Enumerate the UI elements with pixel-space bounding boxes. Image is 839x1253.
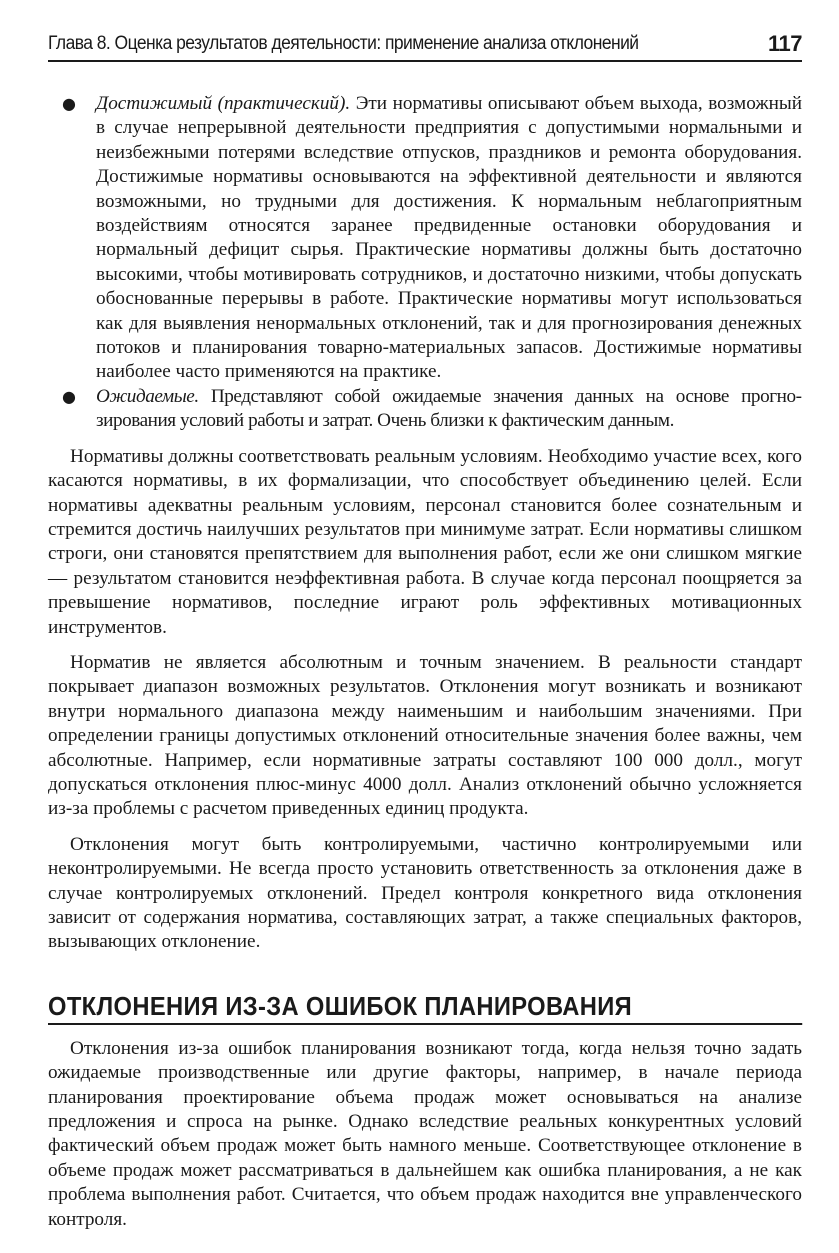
- bullet-item-expected: [48, 385, 802, 434]
- paragraph-controllable-variances: Отклонения могут быть контролируемыми, частично контролируемыми или неконтролируемыми. Не всегда просто установить ответственность за отклонения даже в случае контролируемых отклонений. Предел контроля конкретного вида отклонения зависит от содержания норматива, составляющих затрат, а также специальных факторов, вызывающих отклонение.: [48, 833, 802, 953]
- bullet-term: Достижимый (практический).: [96, 93, 351, 114]
- bullet-term: Ожидаемые.: [96, 385, 199, 407]
- paragraph-standards-conditions: Нормативы должны соответствовать реальным условиям. Необходимо участие всех, кого касаются нормативы, в их формализации, что способствует объединению целей. Если нормативы адекватны реальным условиям, персонал становится более сознательным и стремится достичь наилучших результатов при минимуме затрат. Если нормативы слишком строги, они становятся препятствием для выполнения работ, если же они слишком мягкие — результатом становится неэффективная работа. В случае когда персонал поощряется за превышение нормативов, последние играют роль эффективных мотивационных инструментов.: [48, 445, 802, 638]
- bullet-icon: ●: [62, 94, 76, 113]
- chapter-title: Глава 8. Оценка результатов деятельности: применение анализа отклонений: [48, 33, 639, 54]
- bullet-item-achievable: [48, 92, 802, 385]
- paragraph-standard-range: Норматив не является абсолютным и точным значением. В реальности стандарт покрывает диапазон возможных результатов. Отклонения могут возникать и возникают внутри нормального диапазона между наименьшим и наибольшим значениями. При определении границы допустимых отклонений относительные значения более важны, чем абсолютные. Например, если нормативные затраты составляют 100 000 долл., могут допускаться отклонения плюс-минус 4000 долл. Анализ отклонений обычно усложняется из-за проблемы с расчетом приведенных единиц продукта.: [48, 651, 802, 820]
- section-heading: ОТКЛОНЕНИЯ ИЗ-ЗА ОШИБОК ПЛАНИРОВАНИЯ: [48, 993, 802, 1025]
- page-number: 117: [768, 31, 802, 56]
- bullet-text: Представляют собой ожидаемые значения данных на основе прогнозирования условий работы и затрат. Очень близки к фактическим данным.: [96, 385, 802, 432]
- bullet-text: Эти нормативы описывают объем выхода, возможный в случае непрерывной деятельности предприятия с допустимыми нормальными и неизбежными потерями вследствие отпусков, праздников и ремонта оборудования. Достижимые нормативы основываются на эффективной деятельности и являются возможными, но трудными для достижения. К нормальным неблагоприятным воздействиям относятся заранее предвиденные остановки оборудования и нормальный дефицит сырья. Практические нормативы должны быть достаточно высокими, чтобы мотивировать сотрудников, и достаточно низкими, чтобы допускать обоснованные перерывы в работе. Практические нормативы могут использоваться как для выявления ненормальных отклонений, так и для прогнозирования денежных потоков и планирования товарно-материальных запасов. Достижимые нормативы наиболее часто применяются на практике.: [96, 93, 802, 383]
- page-body: [48, 92, 802, 1232]
- bullet-list: [48, 92, 802, 434]
- bullet-icon: ●: [62, 386, 76, 406]
- running-header: [48, 30, 802, 62]
- paragraph-planning-errors: Отклонения из-за ошибок планирования возникают тогда, когда нельзя точно задать ожидаемые производственные или другие факторы, например, в начале периода планирования проектирование объема продаж может основываться на анализе предложения и спроса на рынке. Однако вследствие реальных конкурентных условий фактический объем продаж может быть намного меньше. Соответствующее отклонение в объеме продаж может рассматриваться в дальнейшем как ошибка планирования, а не как проблема выполнения работ. Считается, что объем продаж находится вне управленческого контроля.: [48, 1037, 802, 1230]
